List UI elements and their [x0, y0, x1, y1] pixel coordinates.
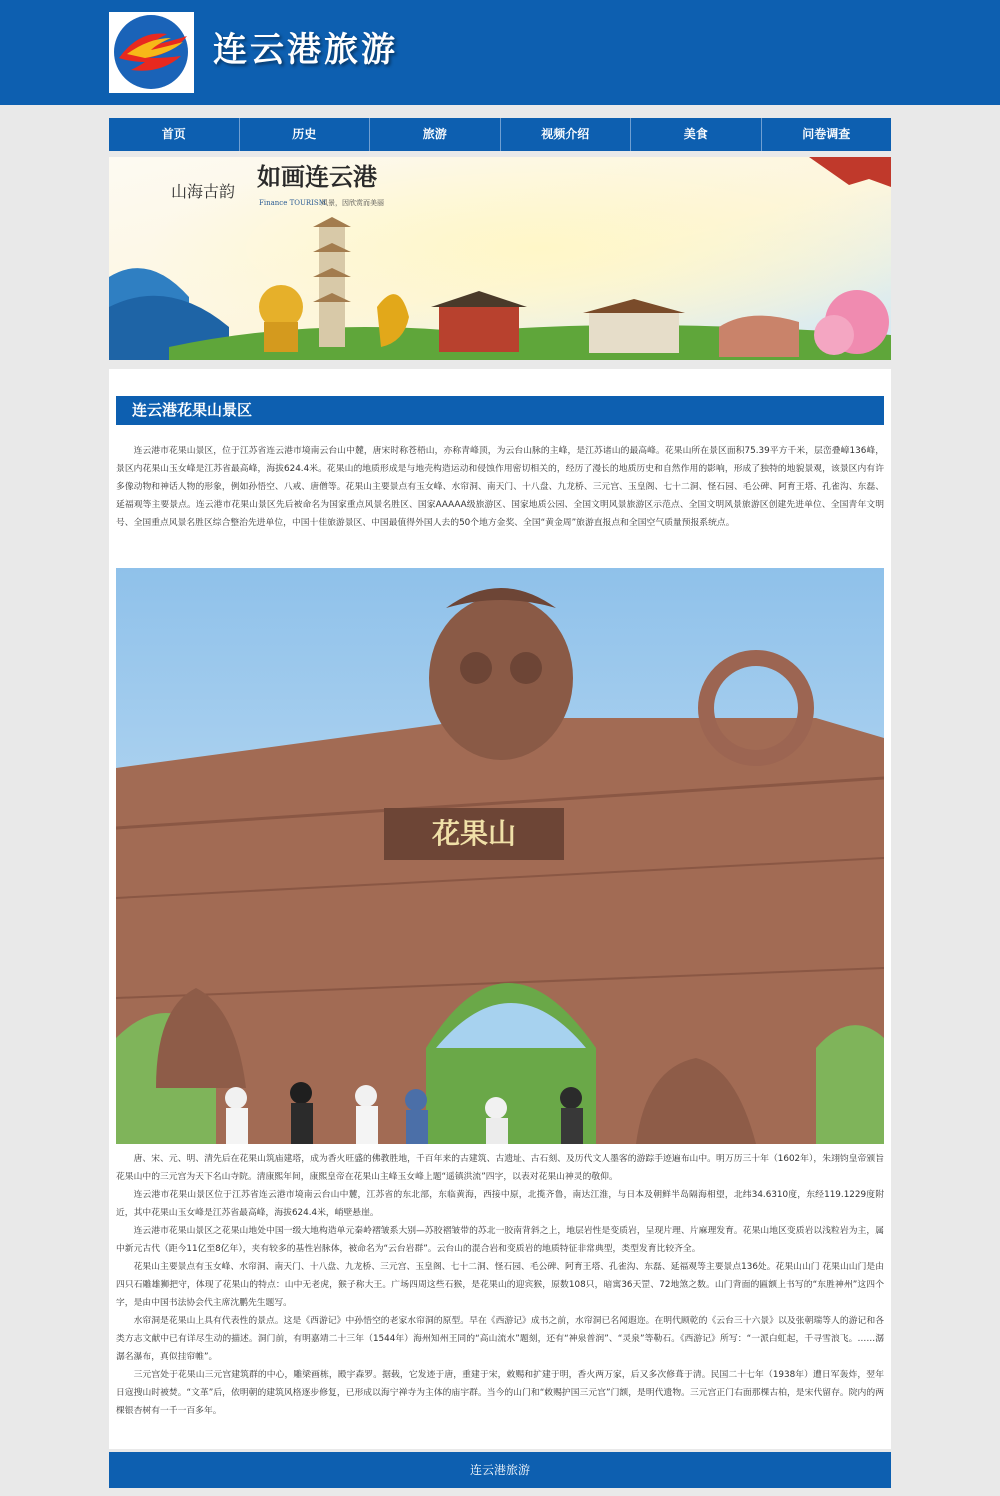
detail-paragraph: 连云港市花果山景区位于江苏省连云港市境南云台山中麓，江苏省的东北部，东临黄海，西接中原，北揽齐鲁，南达江淮，与日本及朝鲜半岛隔海相望，北纬34.6310度，东经119.1229度附近，其中花果山玉女峰是江苏省最高峰，海拔624.4米，峭壁悬崖。 — [116, 1190, 884, 1218]
site-logo[interactable] — [109, 12, 194, 93]
detail-text — [116, 1150, 884, 1420]
banner-illustration — [109, 157, 891, 360]
site-title: 连云港旅游 — [213, 30, 398, 70]
detail-paragraph: 唐、宋、元、明、清先后在花果山筑庙建塔，成为香火旺盛的佛教胜地，千百年来的古建筑、古遗址、古石刻、及历代文人墨客的游踪手迹遍布山中。明万历三十年（1602年），朱翊钧皇帝颁旨花果山中的三元宫为天下名山寺院。清康熙年间，康熙皇帝在花果山主峰玉女峰上题“遥镇洪流”四字，以表对花果山神灵的敬仰。 — [116, 1154, 884, 1182]
banner-badge: Finance TOURISM — [259, 199, 326, 207]
right-archway — [816, 1025, 884, 1144]
main-nav — [109, 118, 891, 151]
gate-inscription: 花果山 — [431, 817, 517, 850]
nav-item-survey[interactable]: 问卷调查 — [802, 127, 851, 141]
section-title: 连云港花果山景区 — [116, 396, 884, 425]
intro-paragraph: 连云港市花果山景区，位于江苏省连云港市境南云台山中麓，唐宋时称苍梧山，亦称青峰顶，为云台山脉的主峰，是江苏诸山的最高峰。花果山所在景区面积75.39平方千米，层峦叠嶂136峰，景区内花果山玉女峰是江苏省最高峰，海拔624.4米。花果山的地质形成是与地壳构造运动和侵蚀作用密切相关的，经历了漫长的地质历史和自然作用的影响，形成了独特的地貌景观，该景区内有许多像动物和神话人物的形象，例如孙悟空、八戒、唐僧等。花果山主要景点有玉女峰、水帘洞、南天门、十八盘、九龙桥、三元宫、玉皇阁、七十二洞、怪石园、毛公碑、阿育王塔、孔雀沟、东磊、延福观等主要景点。连云港市花果山景区先后被命名为国家重点风景名胜区、国家AAAAA级旅游区、国家地质公园、全国文明风景旅游区示范点、全国文明风景旅游区创建先进单位、全国青年文明号、全国重点风景名胜区综合整治先进单位，中国十佳旅游景区、中国最值得外国人去的50个地方金奖、全国“黄金周”旅游直报点和全国空气质量预报系统点。 — [116, 446, 884, 528]
detail-paragraph: 花果山主要景点有玉女峰、水帘洞、南天门、十八盘、九龙桥、三元宫、玉皇阁、七十二洞、怪石园、毛公碑、阿育王塔、孔雀沟、东磊、延福观等主要景点136处。花果山山门 花果山山门是由四只石雕雄狮把守，体现了花果山的特点：山中无老虎，猴子称大王。广场四周这些石猴，是花果山的迎宾猴，原数108只，暗寓36天罡、72地煞之数。山门背面的匾额上书写的“东胜神州”这四个字，是由中国书法协会代主席沈鹏先生题写。 — [116, 1262, 884, 1308]
detail-paragraph: 连云港市花果山景区之花果山地处中国一级大地构造单元秦岭褶皱系大别—苏胶褶皱带的苏北一胶南背斜之上，地层岩性是变质岩，呈现片理、片麻理发育。花果山地区变质岩以浅粒岩为主，属中新元古代（距今11亿至8亿年），夹有较多的基性岩脉体，被命名为“云台岩群”。云台山的混合岩和变质岩的地质特征非常典型，类型发育比较齐全。 — [116, 1226, 884, 1254]
site-header — [0, 0, 1000, 105]
site-footer: 连云港旅游 — [109, 1452, 891, 1488]
nav-item-food[interactable]: 美食 — [631, 118, 762, 151]
hero-banner — [109, 157, 891, 360]
detail-paragraph: 三元宫处于花果山三元宫建筑群的中心，雕梁画栋，殿宇森罗。据载，它发迹于唐，重建于宋，敕赐和扩建于明，香火两万家，后又多次修葺于清。民国二十七年（1938年）遭日军轰炸，翌年日寇搜山时被焚。“文革”后，依明朝的建筑风格逐步修复，已形成以海宁禅寺为主体的庙宇群。当今的山门和“敕赐护国三元宫”门额，是明代遗物。三元宫正门右面那棵古柏，是宋代留存。院内的两棵银杏树有一千一百多年。 — [116, 1370, 884, 1416]
intro-text — [116, 442, 884, 532]
visitor-shape — [225, 1087, 247, 1109]
mountain-gate-shape — [719, 316, 799, 357]
huaguoshan-gate-photo — [116, 568, 884, 1144]
nav-item-tourism[interactable]: 旅游 — [370, 118, 501, 151]
nav-item-history[interactable]: 历史 — [240, 118, 371, 151]
banner-calligraphy: 山海古韵 — [171, 182, 236, 201]
archway-shape — [589, 313, 679, 353]
banner-title: 如画连云港 — [257, 162, 377, 191]
monkey-king-mask — [429, 596, 573, 760]
detail-paragraph: 水帘洞是花果山上具有代表性的景点。这是《西游记》中孙悟空的老家水帘洞的原型。早在《西游记》成书之前，水帘洞已名闻遐迩。在明代顾乾的《云台三十六景》以及张朝瑞等人的游记和各类方志文献中已有详尽生动的描述。洞门前，有明嘉靖二十三年（1544年）海州知州王同的“高山流水”题刻，还有“神泉普润”、“灵泉”等勒石。《西游记》所写：“一派白虹起，千寻雪浪飞。……潺潺名瀑布，真似挂帘帷”。 — [116, 1316, 884, 1362]
city-gate-shape — [439, 307, 519, 352]
logo-emblem-icon — [109, 12, 194, 93]
main-content — [109, 369, 891, 1449]
gate-photo-illustration — [116, 568, 884, 1144]
nav-item-video[interactable]: 视频介绍 — [501, 118, 632, 151]
nav-item-home[interactable]: 首页 — [109, 118, 240, 151]
banner-tagline: 风景，因欣赏而美丽 — [321, 199, 384, 207]
